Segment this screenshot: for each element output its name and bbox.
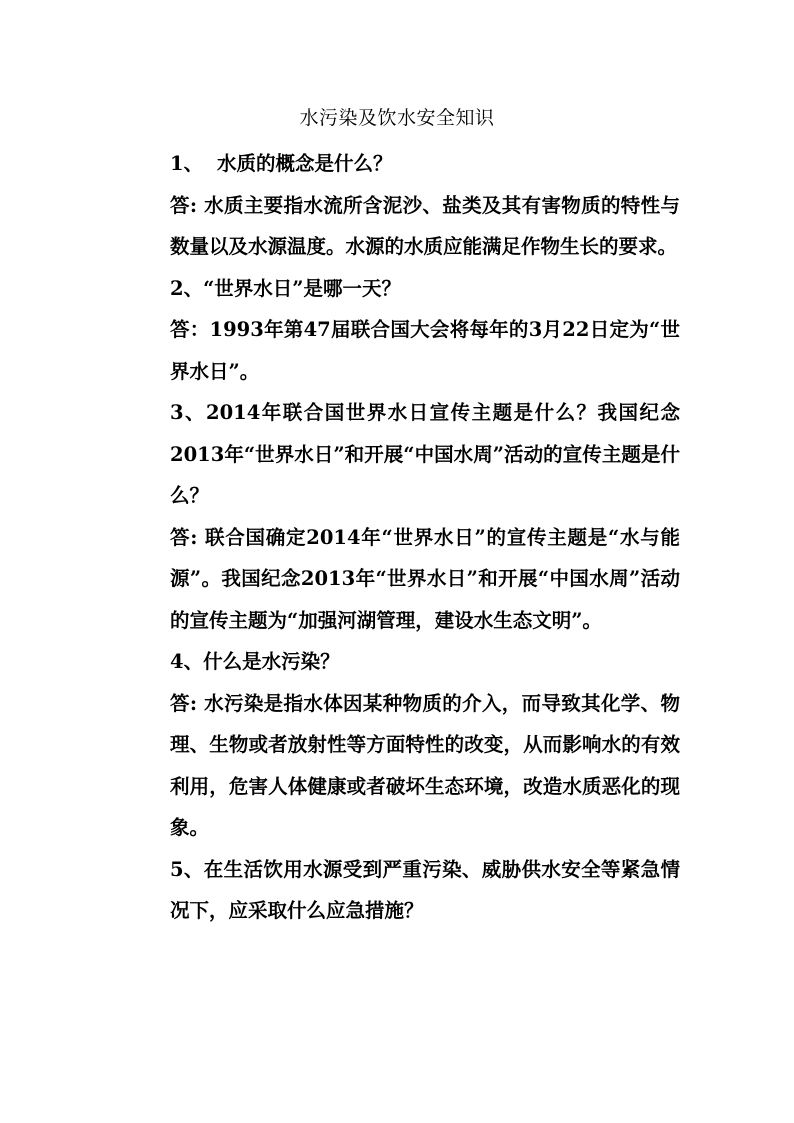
- document-title: 水污染及饮水安全知识: [299, 107, 495, 129]
- answer-1: 答: 水质主要指水流所含泥沙、盐类及其有害物质的特性与数量以及水源温度。水源的水质应能满足作物生长的要求。: [170, 193, 680, 258]
- question-1-text: 水质的概念是什么？: [217, 152, 393, 175]
- question-5: 5、在生活饮用水源受到严重污染、威胁供水安全等紧急情况下，应采取什么应急措施？: [170, 857, 680, 922]
- question-2: 2、“世界水日”是哪一天？: [170, 276, 402, 300]
- answer-3: 答: 联合国确定2014年“世界水日”的宣传主题是“水与能源”。我国纪念2013年“世界水日”和开展“中国水周”活动的宣传主题为“加强河湖管理，建设水生态文明”。: [170, 525, 680, 632]
- question-1-number: 1、: [170, 152, 204, 175]
- question-3: 3、2014年联合国世界水日宣传主题是什么？我国纪念2013年“世界水日”和开展“中国水周”活动的宣传主题是什么？: [170, 401, 680, 507]
- question-1: [170, 143, 680, 185]
- document-body: [170, 143, 680, 932]
- question-4: 4、什么是水污染？: [170, 650, 340, 673]
- answer-2: 答：1993年第47届联合国大会将每年的3月22日定为“世界水日”。: [170, 318, 680, 383]
- answer-4: 答: 水污染是指水体因某种物质的介入，而导致其化学、物理、生物或者放射性等方面特性的改变，从而影响水的有效利用，危害人体健康或者破坏生态环境，改造水质恶化的现象。: [170, 691, 680, 839]
